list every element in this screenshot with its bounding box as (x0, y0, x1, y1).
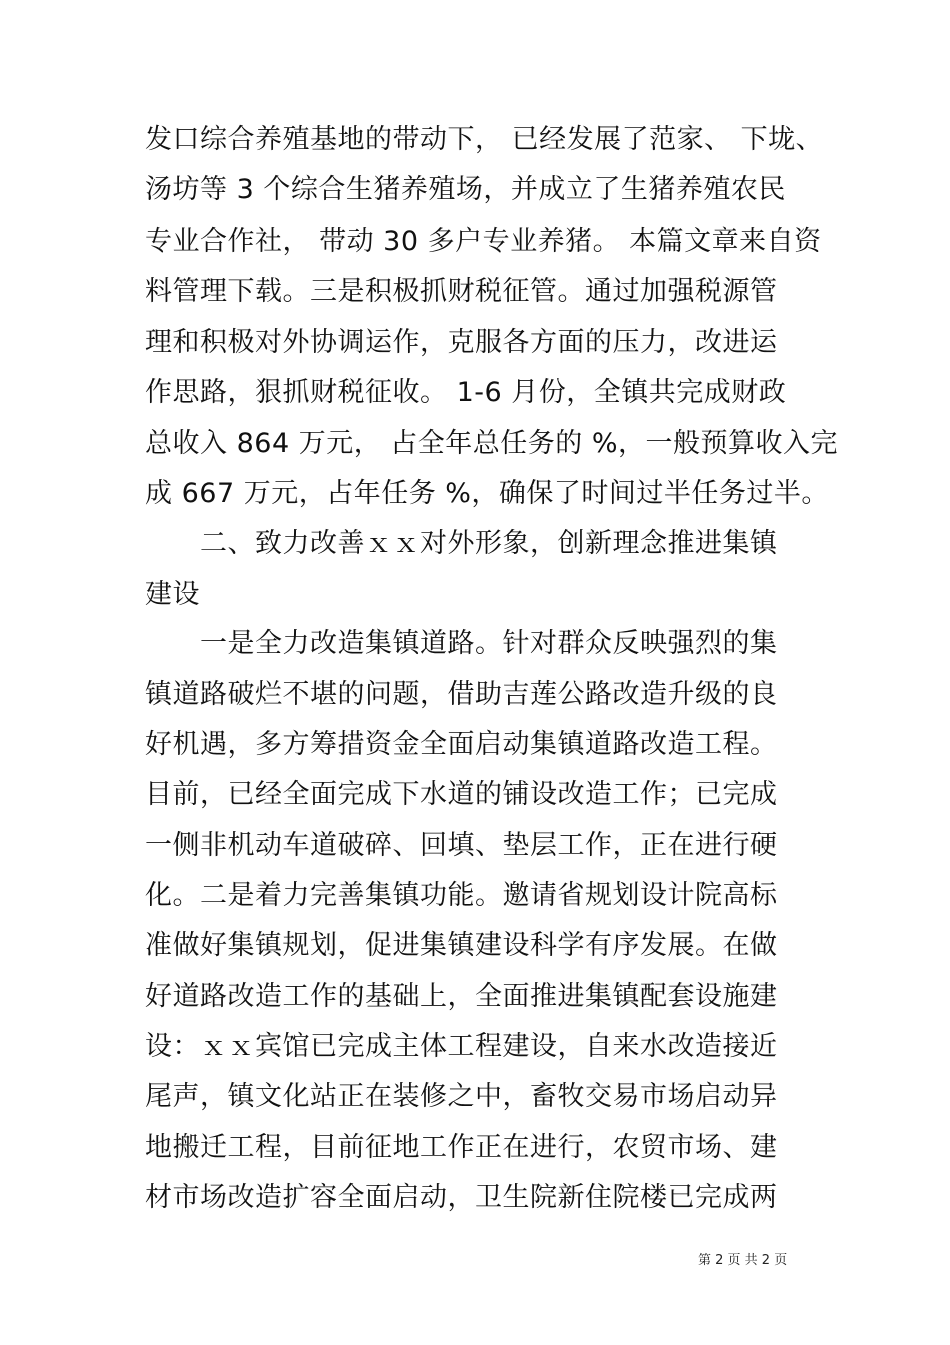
body-text-line: 尾声，镇文化站正在装修之中，畜牧交易市场启动异 (145, 1081, 778, 1112)
body-text-line: 一侧非机动车道破碎、回填、垫层工作，正在进行硬 (145, 830, 778, 861)
body-text-line: 汤坊等 3 个综合生猪养殖场，并成立了生猪养殖农民 (145, 174, 786, 205)
body-text-line: 总收入 864 万元， 占全年总任务的 %，一般预算收入完 (145, 428, 839, 459)
body-text-line: 成 667 万元，占年任务 %，确保了时间过半任务过半。 (145, 478, 829, 509)
page-number-footer: 第 2 页 共 2 页 (698, 1253, 788, 1268)
body-text-line: 好道路改造工作的基础上，全面推进集镇配套设施建 (145, 981, 778, 1012)
body-text-line: 目前，已经全面完成下水道的铺设改造工作；已完成 (145, 779, 778, 810)
section-heading-continuation: 建设 (145, 579, 200, 610)
body-text-line: 一是全力改造集镇道路。针对群众反映强烈的集 (200, 628, 778, 659)
body-text-line: 地搬迁工程，目前征地工作正在进行，农贸市场、建 (145, 1132, 778, 1163)
body-text-line: 材市场改造扩容全面启动，卫生院新住院楼已完成两 (145, 1182, 778, 1213)
body-text-line: 化。二是着力完善集镇功能。邀请省规划设计院高标 (145, 880, 778, 911)
body-text-line: 料管理下载。三是积极抓财税征管。通过加强税源管 (145, 276, 778, 307)
body-text-line: 理和积极对外协调运作，克服各方面的压力，改进运 (145, 327, 778, 358)
body-text-line: 好机遇，多方筹措资金全面启动集镇道路改造工程。 (145, 729, 778, 760)
body-text-line: 准做好集镇规划，促进集镇建设科学有序发展。在做 (145, 930, 778, 961)
section-heading: 二、致力改善ｘｘ对外形象，创新理念推进集镇 (200, 528, 778, 559)
body-text-line: 作思路，狠抓财税征收。 1-6 月份，全镇共完成财政 (145, 377, 787, 408)
body-text-line: 发口综合养殖基地的带动下， 已经发展了范家、 下垅、 (145, 124, 824, 155)
body-text-line: 专业合作社， 带动 30 多户专业养猪。 本篇文章来自资 (145, 226, 822, 257)
body-text-line: 镇道路破烂不堪的问题，借助吉莲公路改造升级的良 (145, 679, 778, 710)
body-text-line: 设：ｘｘ宾馆已完成主体工程建设，自来水改造接近 (145, 1031, 778, 1062)
